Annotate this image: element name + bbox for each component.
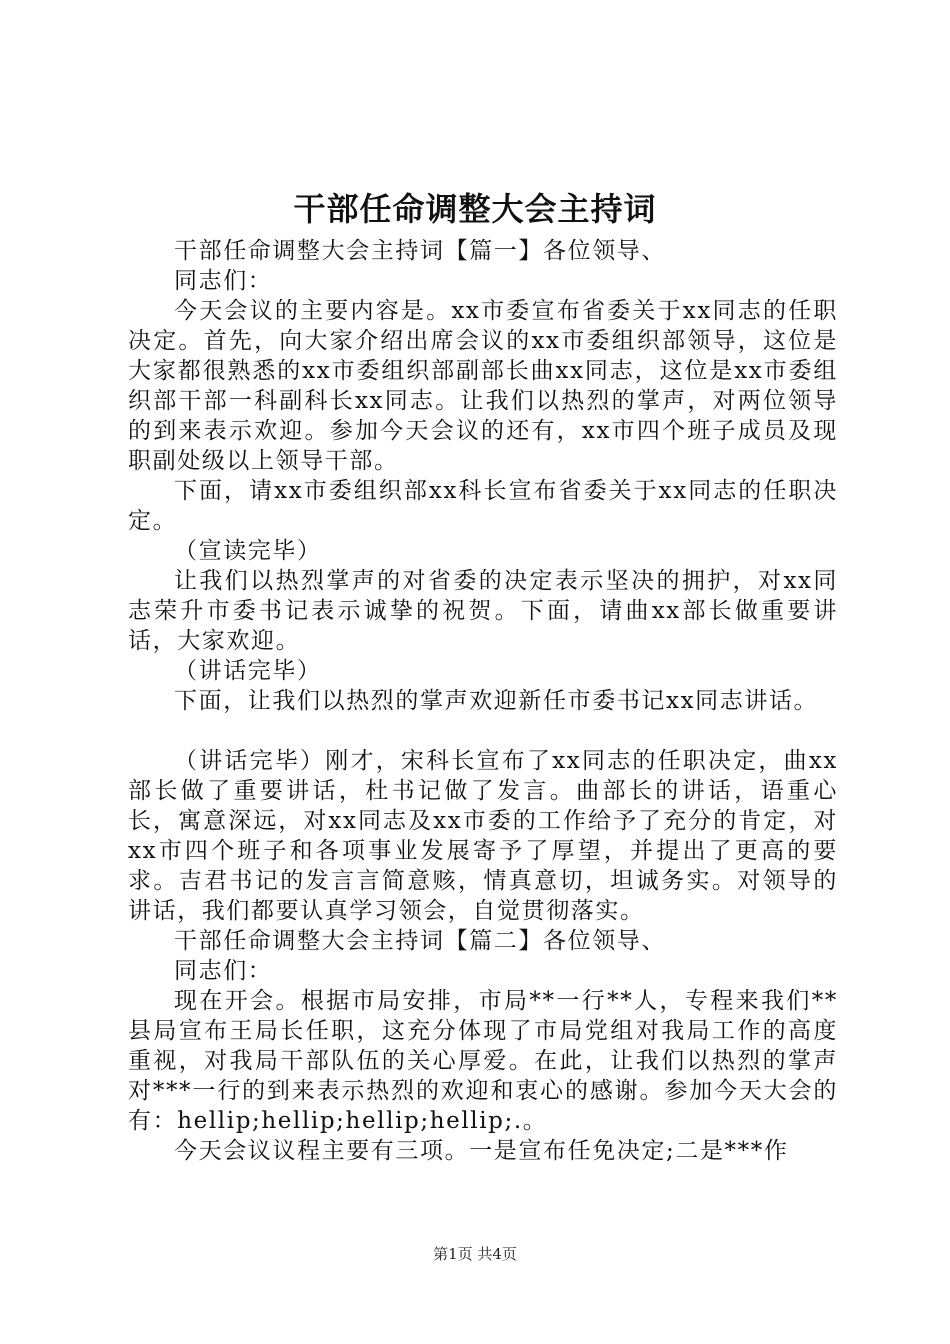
- paragraph-7: （讲话完毕）: [174, 658, 322, 684]
- paragraph-3: 今天会议的主要内容是。xx市委宣布省委关于xx同志的任职决定。首先，向大家介绍出席会议的xx市委组织部领导，这位是大家都很熟悉的xx市委组织部副部长曲xx同志，这位是xx市委组织部干部一科副科长xx同志。让我们以热烈的掌声，对两位领导的到来表示欢迎。参加今天会议的还有，xx市四个班子成员及现职副处级以上领导干部。: [128, 298, 838, 474]
- page-footer: 第1页 共4页: [433, 1245, 517, 1263]
- paragraph-11: 同志们：: [174, 958, 273, 984]
- paragraph-8: 下面，让我们以热烈的掌声欢迎新任市委书记xx同志讲话。: [174, 688, 819, 714]
- paragraph-12: 现在开会。根据市局安排，市局**一行**人，专程来我们**县局宣布王局长任职，这充分体现了市局党组对我局工作的高度重视，对我局干部队伍的关心厚爱。在此，让我们以热烈的掌声对***一行的到来表示热烈的欢迎和衷心的感谢。参加今天大会的有：hellip;hellip;hellip;hellip;.。: [128, 988, 838, 1134]
- paragraph-9: （讲话完毕）刚才，宋科长宣布了xx同志的任职决定，曲xx部长做了重要讲话，杜书记做了发言。曲部长的讲话，语重心长，寓意深远，对xx同志及xx市委的工作给予了充分的肯定，对xx市四个班子和各项事业发展寄予了厚望，并提出了更高的要求。吉君书记的发言言简意赅，情真意切，坦诚务实。对领导的讲话，我们都要认真学习领会，自觉贯彻落实。: [128, 748, 838, 924]
- paragraph-4: 下面，请xx市委组织部xx科长宣布省委关于xx同志的任职决定。: [128, 478, 838, 534]
- document-title: 干部任命调整大会主持词: [293, 190, 657, 228]
- paragraph-13: 今天会议议程主要有三项。一是宣布任免决定;二是***作: [174, 1138, 789, 1164]
- paragraph-6: 让我们以热烈掌声的对省委的决定表示坚决的拥护，对xx同志荣升市委书记表示诚挚的祝贺。下面，请曲xx部长做重要讲话，大家欢迎。: [128, 568, 838, 654]
- paragraph-1: 干部任命调整大会主持词【篇一】各位领导、: [174, 238, 666, 264]
- blank-line: [128, 716, 838, 746]
- paragraph-10: 干部任命调整大会主持词【篇二】各位领导、: [174, 928, 666, 954]
- paragraph-5: （宣读完毕）: [174, 538, 322, 564]
- document-body: [128, 236, 838, 1166]
- paragraph-2: 同志们：: [174, 268, 273, 294]
